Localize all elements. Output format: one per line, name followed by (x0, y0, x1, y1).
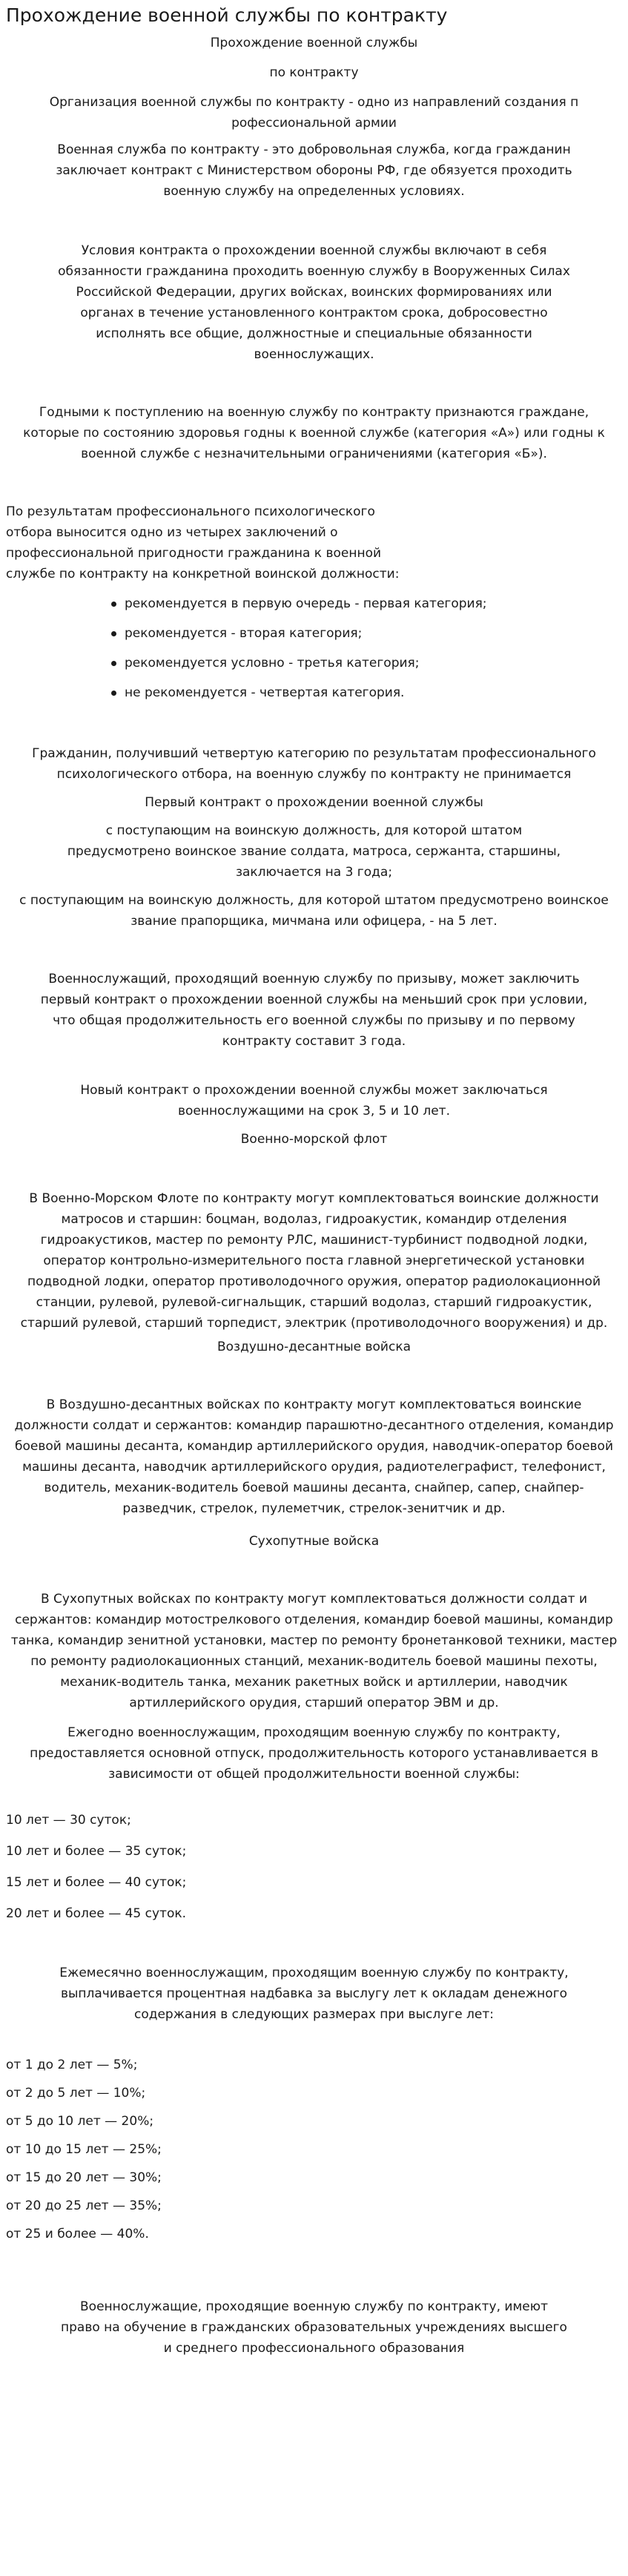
paragraph-definition: Военная служба по контракту - это добровольная служба, когда гражданин заключает контракт с Министерством обороны РФ, где обязуется проходить военную службу на определенных условиях. (56, 142, 572, 199)
list-item: от 5 до 10 лет — 20%; (6, 2114, 154, 2129)
heading-airborne: Воздушно-десантные войска (217, 1340, 411, 1354)
paragraph-psychological-selection: По результатам профессионального психологического отбора выносится одно из четырех заключений о профессиональной пригодности гражданина к военной службе по контракту на конкретной воинской должности: (6, 504, 400, 582)
list-item: рекомендуется условно - третья категория; (111, 653, 628, 673)
paragraph-navy: В Военно-Морском Флоте по контракту могут комплектоваться воинские должности матросов и старшин: боцман, водолаз, гидроакустик, командир отделения гидроакустиков, мастер по ремонту РЛС, машинист-турбинист подводной лодки, оператор контрольно-измерительного поста главной энергетической установки подводной лодки, оператор противолодочного оружия, оператор радиолокационной станции, рулевой, рулевой-сигнальщик, старший водолаз, старший гидроакустик, старший рулевой, старший торпедист, электрик (противолодочного вооружения) и др. (20, 1191, 608, 1331)
paragraph-ground-forces: В Сухопутных войсках по контракту могут комплектоваться должности солдат и сержантов: командир мотострелкового отделения, командир боевой машины, командир танка, командир зенитной установки, мастер по ремонту бронетанковой техники, мастер по ремонту радиолокационных станций, механик-водитель боевой машины пехоты, механик-водитель танка, механик ракетных войск и артиллерии, наводчик артиллерийского орудия, старший оператор ЭВМ и др. (10, 1592, 618, 1710)
list-item: 10 лет — 30 суток; (6, 1813, 131, 1828)
paragraph-seniority-bonus: Ежемесячно военнослужащим, проходящим военную службу по контракту, выплачивается процентная надбавка за выслугу лет к окладам денежного содержания в следующих размерах при выслуге лет: (59, 1966, 569, 2022)
list-item: от 10 до 15 лет — 25%; (6, 2142, 162, 2157)
page-title: Прохождение военной службы по контракту (6, 4, 448, 26)
list-item: от 1 до 2 лет — 5%; (6, 2058, 138, 2072)
paragraph-first-contract-officers: с поступающим на воинскую должность, для которой штатом предусмотрено воинское звание прапорщика, мичмана или офицера, - на 5 лет. (19, 893, 609, 929)
paragraph-conditions: Условия контракта о прохождении военной службы включают в себя обязанности гражданина проходить военную службу в Вооруженных Силах Российской Федерации, других войсках, воинских формированиях или органах в течение установленного контрактом срока, добросовестно исполнять все общие, должностные и специальные обязанности военнослужащих. (58, 243, 570, 362)
paragraph-airborne: В Воздушно-десантных войсках по контракту могут комплектоваться воинские должности солдат и сержантов: командир парашютно-десантного отделения, командир боевой машины десанта, командир артиллерийского орудия, наводчик-оператор боевой машины десанта, наводчик артиллерийского орудия, радиотелеграфист, телефонист, водитель, механик-водитель боевой машины десанта, снайпер, сапер, снайпер-разведчик, стрелок, пулеметчик, стрелок-зенитчик и др. (14, 1397, 614, 1516)
list-item: от 20 до 25 лет — 35%; (6, 2198, 162, 2213)
paragraph-new-contract: Новый контракт о прохождении военной службы может заключаться военнослужащими на срок 3, 5 и 10 лет. (80, 1083, 548, 1119)
list-item: не рекомендуется - четвертая категория. (111, 682, 628, 703)
paragraph-fourth-category: Гражданин, получивший четвертую категорию по результатам профессионального психологического отбора, на военную службу по контракту не принимается (32, 746, 596, 782)
paragraph-first-contract-soldiers: с поступающим на воинскую должность, для которой штатом предусмотрено воинское звание солдата, матроса, сержанта, старшины, заключается на 3 года; (67, 823, 561, 880)
paragraph-conscript: Военнослужащий, проходящий военную службу по призыву, может заключить первый контракт о прохождении военной службы на меньший срок при условии, что общая продолжительность его военной службы по призыву и по первому контракту составит 3 года. (40, 972, 588, 1049)
heading-first-contract: Первый контракт о прохождении военной службы (145, 795, 483, 810)
paragraph-leave: Ежегодно военнослужащим, проходящим военную службу по контракту, предоставляется основной отпуск, продолжительность которого устанавливается в зависимости от общей продолжительности военной службы: (30, 1725, 598, 1782)
list-item: от 25 и более — 40%. (6, 2227, 149, 2241)
list-item: от 15 до 20 лет — 30%; (6, 2170, 162, 2185)
list-item: рекомендуется в первую очередь - первая категория; (111, 593, 628, 614)
list-item: от 2 до 5 лет — 10%; (6, 2086, 146, 2101)
paragraph-fitness: Годными к поступлению на военную службу по контракту признаются граждане, которые по состоянию здоровья годны к военной службе (категория «А») или годны к военной службе с незначительными ограничениями (категория «Б»). (23, 405, 605, 461)
bonus-list (0, 2055, 628, 2244)
list-item: 20 лет и более — 45 суток. (6, 1906, 187, 1921)
heading-navy: Военно-морской флот (240, 1132, 388, 1147)
subtitle-line-2: по контракту (269, 65, 359, 80)
list-item: 10 лет и более — 35 суток; (6, 1844, 187, 1859)
paragraph-education: Военнослужащие, проходящие военную службу по контракту, имеют право на обучение в гражданских образовательных учреждениях высшего и среднего профессионального образования (61, 2299, 567, 2356)
paragraph-organization: Организация военной службы по контракту - одно из направлений создания п рофессиональной армии (49, 95, 579, 131)
category-list (0, 593, 628, 703)
list-item: рекомендуется - вторая категория; (111, 623, 628, 644)
leave-list (0, 1810, 628, 1924)
list-item: 15 лет и более — 40 суток; (6, 1875, 187, 1890)
heading-ground-forces: Сухопутные войска (248, 1534, 380, 1549)
subtitle-line-1: Прохождение военной службы (210, 36, 418, 50)
